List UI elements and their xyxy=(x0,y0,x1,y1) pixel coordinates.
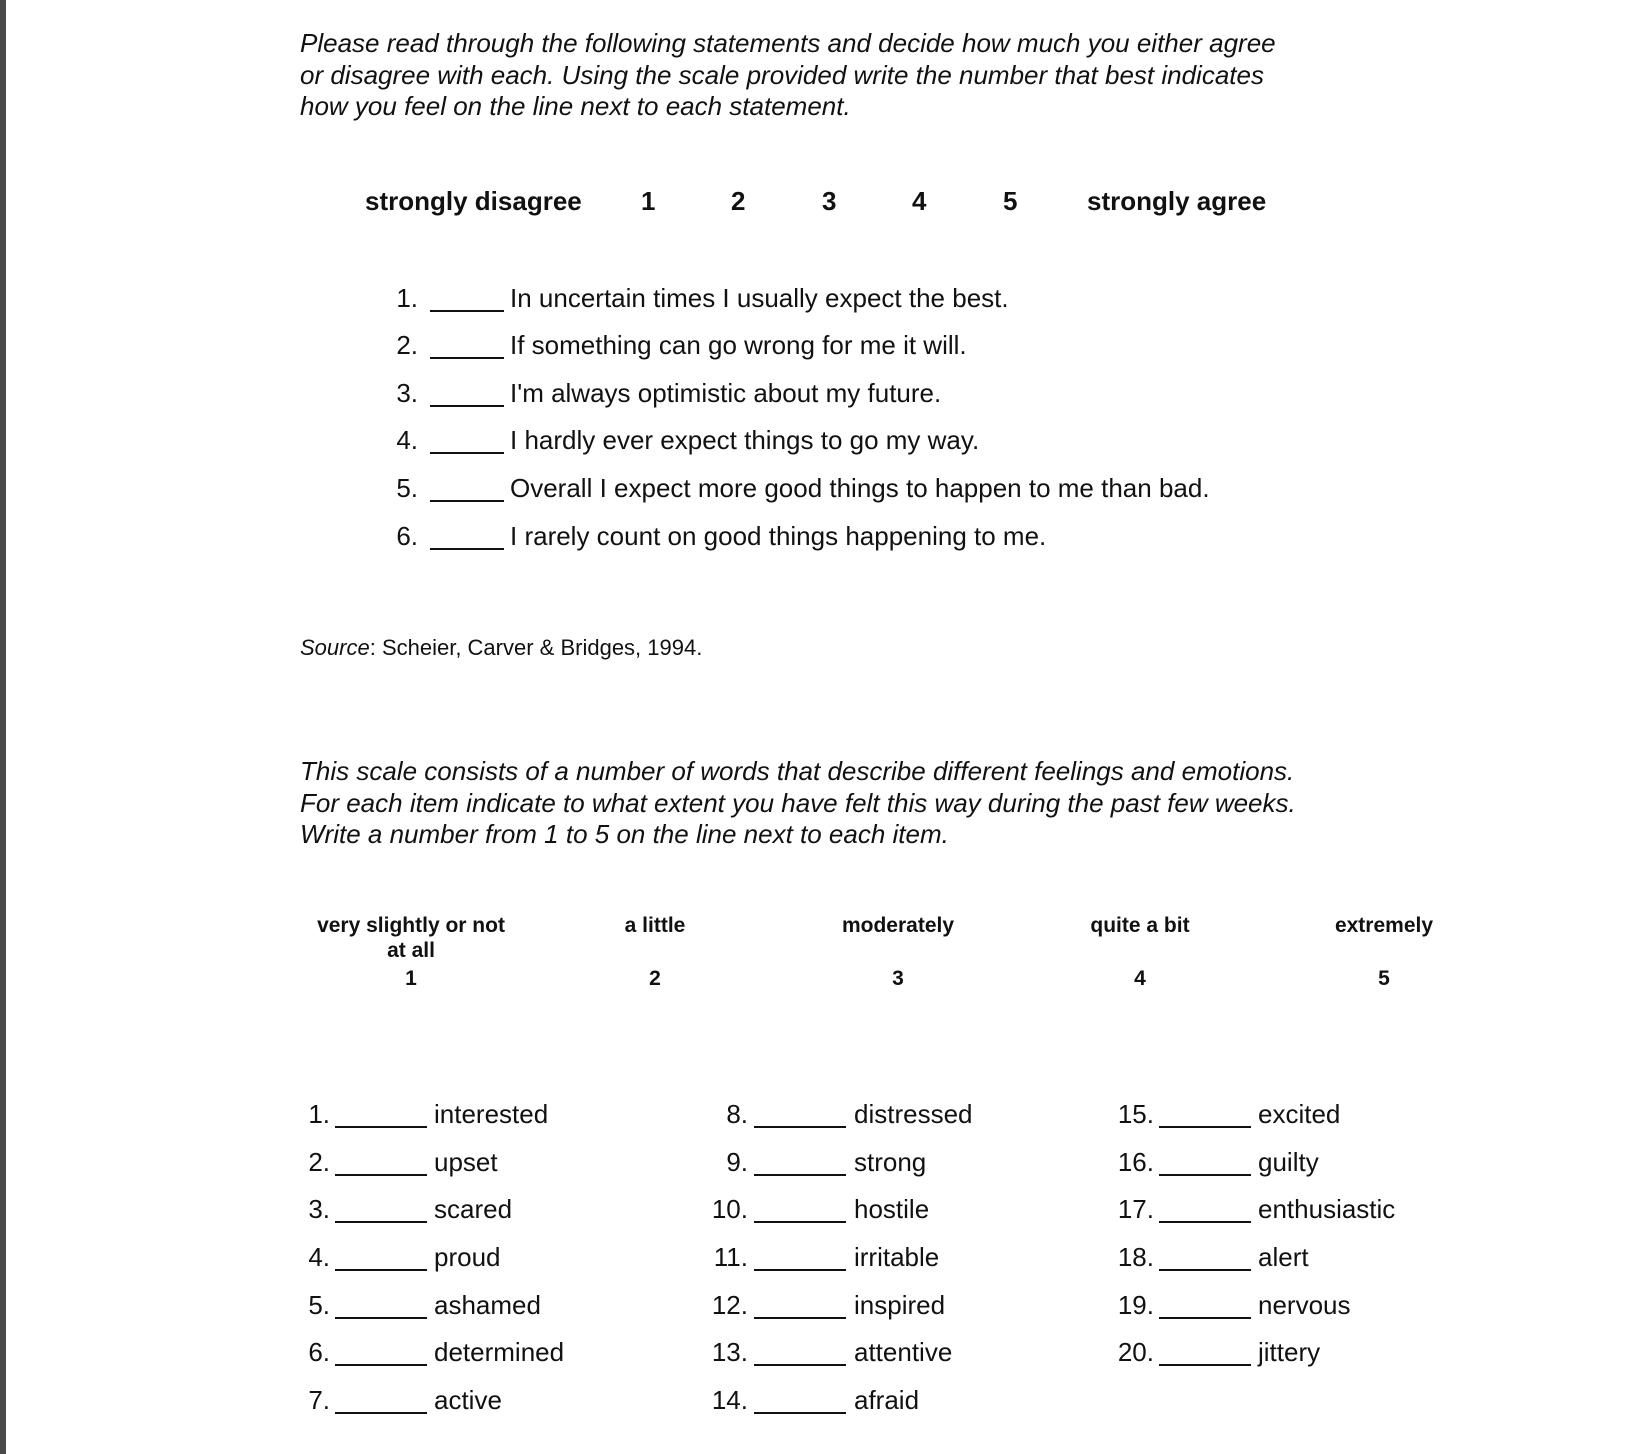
item-number: 9. xyxy=(726,1147,748,1177)
item-number: 11. xyxy=(713,1242,748,1272)
scale-value: 1 xyxy=(405,967,417,990)
item-text: I'm always optimistic about my future. xyxy=(510,378,942,408)
item-word: nervous xyxy=(1258,1290,1351,1320)
item-word: proud xyxy=(434,1242,501,1272)
item-number: 14. xyxy=(711,1385,748,1415)
answer-blank[interactable] xyxy=(335,1269,427,1271)
scale-value: 4 xyxy=(1134,967,1146,990)
scale-point: 4 xyxy=(912,186,927,216)
item-number: 3. xyxy=(396,378,418,408)
answer-blank[interactable] xyxy=(1159,1174,1251,1176)
answer-blank[interactable] xyxy=(1159,1317,1251,1319)
item-number: 20. xyxy=(1117,1337,1154,1367)
scale-label-line: at all xyxy=(387,939,435,962)
instruction-line: This scale consists of a number of words that describe different feelings and emotions. xyxy=(300,756,1295,786)
item-word: upset xyxy=(434,1147,498,1177)
item-number: 13. xyxy=(711,1337,748,1367)
answer-blank[interactable] xyxy=(754,1412,846,1414)
item-text: Overall I expect more good things to happen to me than bad. xyxy=(510,473,1210,503)
answer-blank[interactable] xyxy=(430,310,504,312)
answer-blank[interactable] xyxy=(1159,1221,1251,1223)
scale-point: 1 xyxy=(641,186,656,216)
answer-blank[interactable] xyxy=(754,1221,846,1223)
source-citation xyxy=(300,635,702,661)
item-word: interested xyxy=(434,1099,549,1129)
affect-instructions xyxy=(300,756,1296,851)
answer-blank[interactable] xyxy=(335,1412,427,1414)
item-text: I hardly ever expect things to go my way. xyxy=(510,425,980,455)
answer-blank[interactable] xyxy=(1159,1126,1251,1128)
answer-blank[interactable] xyxy=(754,1317,846,1319)
scale-high-label: strongly agree xyxy=(1087,186,1267,216)
item-word: strong xyxy=(854,1147,927,1177)
answer-blank[interactable] xyxy=(335,1317,427,1319)
item-word: afraid xyxy=(854,1385,920,1415)
answer-blank[interactable] xyxy=(754,1126,846,1128)
scale-label: quite a bit xyxy=(1090,914,1190,937)
item-number: 3. xyxy=(308,1194,330,1224)
instruction-line: or disagree with each. Using the scale provided write the number that best indicates xyxy=(300,59,1264,90)
scale-label: a little xyxy=(624,914,686,937)
item-word: distressed xyxy=(854,1099,973,1129)
answer-blank[interactable] xyxy=(754,1364,846,1366)
item-number: 6. xyxy=(308,1337,330,1367)
answer-blank[interactable] xyxy=(430,452,504,454)
answer-blank[interactable] xyxy=(1159,1269,1251,1271)
item-text: If something can go wrong for me it will. xyxy=(510,330,967,360)
scale-value: 3 xyxy=(892,967,904,990)
item-number: 7. xyxy=(308,1385,330,1415)
item-number: 16. xyxy=(1117,1147,1154,1177)
answer-blank[interactable] xyxy=(335,1221,427,1223)
answer-blank[interactable] xyxy=(430,548,504,550)
answer-blank[interactable] xyxy=(335,1364,427,1366)
item-number: 12. xyxy=(711,1290,748,1320)
answer-blank[interactable] xyxy=(1159,1364,1251,1366)
item-word: determined xyxy=(434,1337,565,1367)
item-word: attentive xyxy=(854,1337,953,1367)
item-number: 4. xyxy=(396,425,418,455)
scale-label: extremely xyxy=(1334,914,1434,937)
item-text: In uncertain times I usually expect the best. xyxy=(510,283,1009,313)
item-word: jittery xyxy=(1258,1337,1321,1367)
item-number: 1. xyxy=(396,283,418,313)
item-word: hostile xyxy=(854,1194,930,1224)
item-number: 10. xyxy=(711,1194,748,1224)
item-number: 2. xyxy=(308,1147,330,1177)
answer-blank[interactable] xyxy=(754,1269,846,1271)
source-label: Source xyxy=(300,635,370,660)
item-text: I rarely count on good things happening to me. xyxy=(510,521,1047,551)
item-number: 5. xyxy=(308,1290,330,1320)
scale-point: 2 xyxy=(731,186,746,216)
item-word: excited xyxy=(1258,1099,1341,1129)
answer-blank[interactable] xyxy=(430,500,504,502)
item-word: irritable xyxy=(854,1242,940,1272)
item-number: 5. xyxy=(396,473,418,503)
item-word: inspired xyxy=(854,1290,946,1320)
item-word: scared xyxy=(434,1194,513,1224)
answer-blank[interactable] xyxy=(430,357,504,359)
scale-point: 5 xyxy=(1003,186,1018,216)
answer-blank[interactable] xyxy=(430,405,504,407)
answer-blank[interactable] xyxy=(754,1174,846,1176)
scale-label: moderately xyxy=(841,914,955,937)
instruction-line: Please read through the following statements and decide how much you either agree xyxy=(300,28,1276,58)
item-number: 6. xyxy=(396,521,418,551)
source-text: : Scheier, Carver & Bridges, 1994. xyxy=(369,635,703,660)
item-number: 1. xyxy=(308,1099,330,1129)
item-word: ashamed xyxy=(434,1290,541,1320)
item-word: alert xyxy=(1258,1242,1309,1272)
item-word: enthusiastic xyxy=(1258,1194,1396,1224)
item-number: 17. xyxy=(1117,1194,1154,1224)
item-number: 15. xyxy=(1117,1099,1154,1129)
item-number: 18. xyxy=(1117,1242,1154,1272)
document-page xyxy=(6,0,1628,1454)
scale-label xyxy=(306,913,516,963)
item-number: 2. xyxy=(396,330,418,360)
item-word: guilty xyxy=(1258,1147,1319,1177)
scale-label-line: very slightly or not xyxy=(317,914,505,937)
optimism-instructions xyxy=(300,28,1276,123)
instruction-line: For each item indicate to what extent you have felt this way during the past few weeks. xyxy=(300,787,1296,818)
item-number: 4. xyxy=(308,1242,330,1272)
instruction-line: Write a number from 1 to 5 on the line next to each item. xyxy=(300,819,949,849)
item-word: active xyxy=(434,1385,502,1415)
scale-low-label: strongly disagree xyxy=(365,186,582,216)
answer-blank[interactable] xyxy=(335,1174,427,1176)
scale-value: 2 xyxy=(649,967,661,990)
scale-value: 5 xyxy=(1378,967,1390,990)
item-number: 19. xyxy=(1117,1290,1154,1320)
item-number: 8. xyxy=(726,1099,748,1129)
instruction-line: how you feel on the line next to each statement. xyxy=(300,91,851,121)
answer-blank[interactable] xyxy=(335,1126,427,1128)
scale-point: 3 xyxy=(822,186,837,216)
